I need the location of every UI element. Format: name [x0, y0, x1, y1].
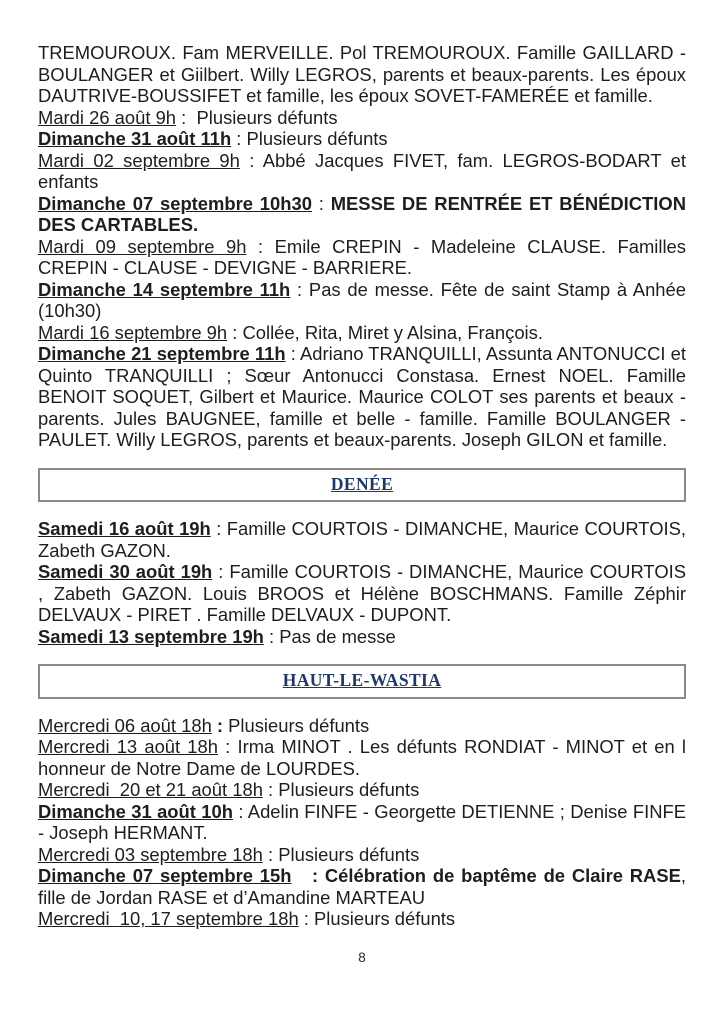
entry-separator: : — [231, 128, 247, 149]
schedule-entry — [38, 865, 686, 908]
entry-text: Abbé Jacques FIVET, fam. LEGROS-BODART et enfants — [38, 149, 686, 192]
entry-date: Mercredi 13 août 18h — [38, 736, 218, 757]
entry-text: Célébration de baptême de Claire RASE — [324, 865, 681, 886]
entry-separator: : — [210, 518, 227, 539]
entry-date: Samedi 30 août 19h — [38, 561, 213, 582]
section-header-box — [38, 468, 686, 503]
schedule-entry — [38, 779, 686, 801]
entry-date: Mardi 26 août 9h — [38, 106, 177, 128]
entry-text: Emile CREPIN - Madeleine CLAUSE. Familles CREPIN - CLAUSE - DEVIGNE - BARRIERE. — [38, 235, 686, 278]
entry-text-2: , fille de Jordan RASE et d’Amandine MARTEAU — [38, 865, 686, 908]
entry-separator: : — [262, 843, 279, 865]
schedule-entry — [38, 518, 686, 561]
entry-date: Dimanche 21 septembre 11h — [38, 343, 286, 364]
entry-date: Samedi 13 septembre 19h — [38, 625, 264, 647]
entry-text: Pas de messe. Fête de saint Stamp à Anhée (10h30) — [38, 278, 686, 321]
entry-date: Mercredi 06 août 18h — [38, 714, 212, 736]
schedule-entry — [38, 128, 686, 150]
section-header-box — [38, 664, 686, 699]
page-content — [38, 42, 686, 930]
entry-date: Dimanche 07 septembre 15h — [38, 865, 292, 886]
intro-paragraph: TREMOUROUX. Fam MERVEILLE. Pol TREMOUROUX. Famille GAILLARD - BOULANGER et Giilbert. Willy LEGROS, parents et beaux-parents. Les époux DAUTRIVE-BOUSSIFET et famille, les époux SOVET-FAMERÉE et famille. — [38, 42, 686, 106]
entry-date: Dimanche 31 août 11h — [38, 128, 232, 149]
schedule-entry — [38, 150, 686, 193]
entry-date: Dimanche 31 août 10h — [38, 800, 233, 822]
schedule-entry — [38, 107, 686, 129]
schedule-entry — [38, 736, 686, 779]
entry-date: Mercredi 10, 17 septembre 18h — [38, 908, 299, 929]
entry-separator: : — [290, 278, 309, 300]
entry-text: Irma MINOT . Les défunts RONDIAT - MINOT et en l honneur de Notre Dame de LOURDES. — [38, 736, 686, 779]
sections-host — [38, 107, 686, 930]
schedule-entry — [38, 801, 686, 844]
section-title: HAUT-LE-WASTIA — [282, 670, 442, 690]
entry-separator: : — [218, 736, 238, 757]
entry-text: Pas de messe — [279, 625, 396, 647]
page-number: 8 — [358, 950, 366, 965]
entry-date: Mercredi 20 et 21 août 18h — [38, 779, 263, 800]
entry-text: Plusieurs défunts — [196, 106, 338, 128]
entry-separator: : — [227, 321, 243, 343]
entry-date: Mardi 16 septembre 9h — [38, 321, 228, 343]
entry-separator: : — [311, 192, 331, 214]
entry-text: Plusieurs défunts — [228, 714, 370, 736]
schedule-entry — [38, 343, 686, 451]
entry-date: Dimanche 07 septembre 10h30 — [38, 192, 312, 214]
schedule-entry — [38, 908, 686, 930]
entry-text: Plusieurs défunts — [314, 908, 456, 929]
entry-text: Plusieurs défunts — [246, 128, 388, 149]
schedule-entry — [38, 322, 686, 344]
entry-text: Plusieurs défunts — [278, 779, 420, 800]
entry-separator: : — [285, 343, 301, 364]
entry-separator: : — [291, 865, 325, 886]
entry-separator: : — [232, 800, 248, 822]
entry-separator: : — [176, 106, 197, 128]
section-title: DENÉE — [330, 473, 394, 494]
schedule-entry — [38, 193, 686, 236]
schedule-entry — [38, 279, 686, 322]
entry-text: Collée, Rita, Miret y Alsina, François. — [242, 321, 543, 343]
schedule-entry — [38, 561, 686, 626]
entry-text: Plusieurs défunts — [278, 843, 420, 865]
entry-date: Dimanche 14 septembre 11h — [38, 278, 291, 300]
entry-separator: : — [298, 908, 315, 929]
schedule-entry — [38, 236, 686, 279]
schedule-entry — [38, 715, 686, 737]
entry-text: Famille COURTOIS - DIMANCHE, Maurice COURTOIS , Zabeth GAZON. Louis BROOS et Hélène BOSCHMANS. Famille Zéphir DELVAUX - PIRET . Famille DELVAUX - DUPONT. — [38, 561, 686, 625]
entry-date: Mardi 02 septembre 9h — [38, 149, 240, 171]
entry-text: Adriano TRANQUILLI, Assunta ANTONUCCI et Quinto TRANQUILLI ; Sœur Antonucci Constasa. Ernest NOEL. Famille BENOIT SOQUET, Gilbert et Maurice. Maurice COLOT ses parents et beaux - parents. Jules BAUGNEE, famille et belle - famille. Famille BOULANGER - PAULET. Willy LEGROS, parents et beaux-parents. Joseph GILON et famille. — [38, 343, 686, 450]
entry-text: MESSE DE RENTRÉE ET BÉNÉDICTION DES CARTABLES. — [38, 192, 686, 235]
schedule-entry — [38, 626, 686, 648]
entry-separator: : — [246, 235, 275, 257]
entry-text: Adelin FINFE - Georgette DETIENNE ; Denise FINFE - Joseph HERMANT. — [38, 800, 686, 843]
entry-separator: : — [212, 561, 230, 582]
entry-date: Mardi 09 septembre 9h — [38, 235, 247, 257]
entry-separator: : — [262, 779, 279, 800]
entry-date: Mercredi 03 septembre 18h — [38, 843, 263, 865]
entry-text: Famille COURTOIS - DIMANCHE, Maurice COURTOIS, Zabeth GAZON. — [38, 518, 686, 561]
schedule-entry — [38, 844, 686, 866]
entry-separator: : — [263, 625, 280, 647]
entry-separator: : — [211, 714, 229, 736]
entry-separator: : — [239, 149, 263, 171]
entry-date: Samedi 16 août 19h — [38, 518, 211, 539]
